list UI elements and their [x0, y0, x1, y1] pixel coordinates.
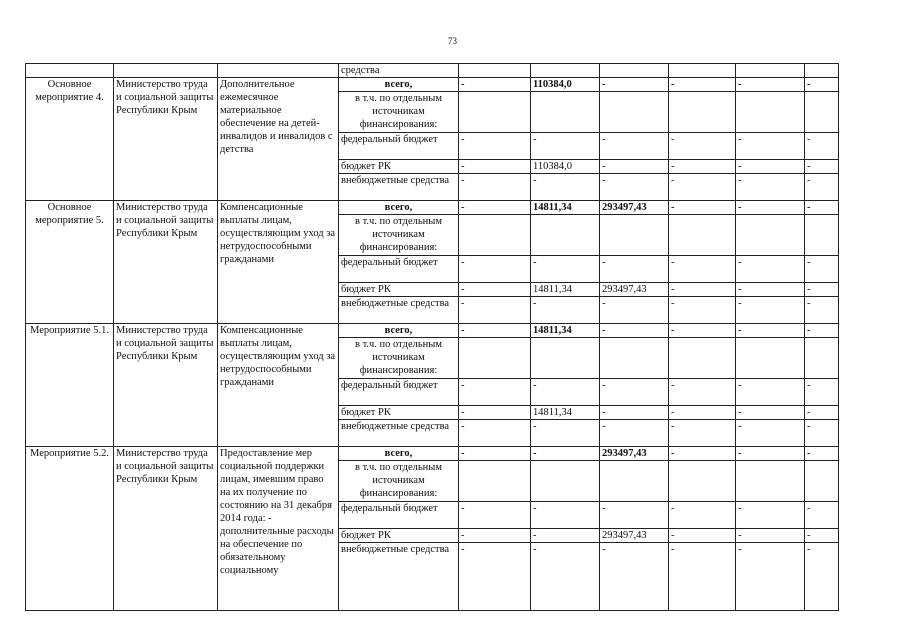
funding-source: всего,	[339, 201, 459, 215]
value-cell: -	[669, 201, 736, 215]
value-cell: -	[736, 324, 805, 338]
value-cell: -	[459, 379, 531, 406]
value-cell: 14811,34	[531, 324, 600, 338]
value-cell: -	[736, 297, 805, 324]
measure-description: Компенсационные выплаты лицам, осуществляющим уход за нетрудоспособными гражданами	[218, 324, 339, 447]
value-cell: 110384,0	[531, 78, 600, 92]
value-cell: -	[600, 160, 669, 174]
measure-description: Компенсационные выплаты лицам, осуществляющим уход за нетрудоспособными гражданами	[218, 201, 339, 324]
value-cell: -	[459, 256, 531, 283]
value-cell: 293497,43	[600, 529, 669, 543]
value-cell: -	[805, 447, 839, 461]
value-cell: -	[459, 406, 531, 420]
value-cell	[600, 338, 669, 379]
value-cell: -	[459, 201, 531, 215]
value-cell	[669, 92, 736, 133]
measure-description: Дополнительное ежемесячное материальное обеспечение на детей-инвалидов и инвалидов с детства	[218, 78, 339, 201]
value-cell: -	[736, 420, 805, 447]
funding-source: внебюджетные средства	[339, 174, 459, 201]
funding-source: всего,	[339, 324, 459, 338]
value-cell	[736, 338, 805, 379]
value-cell: -	[459, 502, 531, 529]
value-cell	[531, 92, 600, 133]
value-cell: -	[669, 529, 736, 543]
value-cell: -	[459, 529, 531, 543]
measure-name: Основное мероприятие 5.	[26, 201, 114, 324]
value-cell: -	[459, 283, 531, 297]
value-cell: -	[736, 160, 805, 174]
funding-source: бюджет РК	[339, 160, 459, 174]
budget-table	[25, 63, 839, 611]
value-cell	[736, 461, 805, 502]
value-cell	[531, 461, 600, 502]
value-cell: -	[736, 379, 805, 406]
value-cell: -	[459, 447, 531, 461]
value-cell: 293497,43	[600, 447, 669, 461]
funding-source: в т.ч. по отдельным источникам финансирования:	[339, 461, 459, 502]
value-cell: -	[600, 406, 669, 420]
value-cell: -	[600, 420, 669, 447]
executor-name: Министерство труда и социальной защиты Республики Крым	[114, 447, 218, 611]
value-cell: -	[805, 256, 839, 283]
funding-source: бюджет РК	[339, 406, 459, 420]
value-cell: -	[459, 174, 531, 201]
value-cell: -	[805, 543, 839, 611]
value-cell: -	[736, 133, 805, 160]
value-cell: -	[531, 447, 600, 461]
measure-name: Основное мероприятие 4.	[26, 78, 114, 201]
funding-source: в т.ч. по отдельным источникам финансирования:	[339, 215, 459, 256]
value-cell: -	[600, 502, 669, 529]
value-cell: -	[531, 174, 600, 201]
value-cell	[805, 461, 839, 502]
funding-source: внебюджетные средства	[339, 297, 459, 324]
value-cell: -	[459, 324, 531, 338]
executor-name: Министерство труда и социальной защиты Республики Крым	[114, 324, 218, 447]
value-cell: -	[736, 543, 805, 611]
value-cell: -	[531, 297, 600, 324]
executor-name: Министерство труда и социальной защиты Республики Крым	[114, 78, 218, 201]
value-cell: -	[459, 133, 531, 160]
value-cell: 293497,43	[600, 283, 669, 297]
value-cell: -	[531, 543, 600, 611]
value-cell: 14811,34	[531, 283, 600, 297]
value-cell: -	[459, 420, 531, 447]
value-cell: -	[805, 420, 839, 447]
funding-source: федеральный бюджет	[339, 133, 459, 160]
value-cell	[669, 215, 736, 256]
value-cell: -	[669, 502, 736, 529]
value-cell	[600, 92, 669, 133]
funding-source: бюджет РК	[339, 283, 459, 297]
table-row-continuation	[26, 64, 839, 78]
value-cell: -	[736, 78, 805, 92]
value-cell: -	[805, 174, 839, 201]
value-cell: -	[531, 379, 600, 406]
value-cell	[531, 215, 600, 256]
value-cell: -	[669, 447, 736, 461]
page-number: 73	[448, 36, 457, 46]
funding-source: внебюджетные средства	[339, 420, 459, 447]
source-label: средства	[339, 64, 459, 78]
funding-source: всего,	[339, 447, 459, 461]
value-cell: -	[600, 324, 669, 338]
value-cell: -	[600, 379, 669, 406]
value-cell	[600, 461, 669, 502]
value-cell: -	[736, 406, 805, 420]
value-cell: -	[736, 502, 805, 529]
funding-source: федеральный бюджет	[339, 256, 459, 283]
value-cell: -	[459, 160, 531, 174]
value-cell: -	[600, 174, 669, 201]
value-cell: -	[805, 160, 839, 174]
value-cell: -	[669, 256, 736, 283]
value-cell	[805, 338, 839, 379]
value-cell	[736, 215, 805, 256]
value-cell: -	[531, 502, 600, 529]
value-cell: -	[805, 406, 839, 420]
value-cell	[459, 215, 531, 256]
value-cell: 14811,34	[531, 201, 600, 215]
value-cell	[669, 338, 736, 379]
value-cell: -	[669, 133, 736, 160]
value-cell	[736, 92, 805, 133]
measure-name: Мероприятие 5.1.	[26, 324, 114, 447]
value-cell: -	[669, 283, 736, 297]
funding-source: в т.ч. по отдельным источникам финансирования:	[339, 92, 459, 133]
value-cell: -	[805, 78, 839, 92]
value-cell	[805, 92, 839, 133]
funding-source: всего,	[339, 78, 459, 92]
value-cell	[531, 338, 600, 379]
value-cell: 110384,0	[531, 160, 600, 174]
value-cell	[600, 215, 669, 256]
measure-name: Мероприятие 5.2.	[26, 447, 114, 611]
value-cell: -	[669, 379, 736, 406]
value-cell: -	[600, 256, 669, 283]
value-cell: -	[459, 78, 531, 92]
value-cell: -	[736, 201, 805, 215]
value-cell: -	[736, 447, 805, 461]
value-cell	[459, 92, 531, 133]
value-cell: -	[531, 420, 600, 447]
value-cell: -	[805, 133, 839, 160]
value-cell: -	[531, 256, 600, 283]
value-cell: -	[459, 297, 531, 324]
value-cell: -	[669, 420, 736, 447]
value-cell: -	[805, 324, 839, 338]
value-cell: -	[459, 543, 531, 611]
funding-source: федеральный бюджет	[339, 502, 459, 529]
value-cell: -	[805, 297, 839, 324]
funding-source: бюджет РК	[339, 529, 459, 543]
value-cell: -	[600, 133, 669, 160]
value-cell: -	[600, 297, 669, 324]
funding-source: внебюджетные средства	[339, 543, 459, 611]
value-cell	[805, 215, 839, 256]
value-cell: -	[805, 379, 839, 406]
value-cell: -	[805, 201, 839, 215]
executor-name: Министерство труда и социальной защиты Республики Крым	[114, 201, 218, 324]
value-cell: -	[669, 78, 736, 92]
value-cell: -	[600, 543, 669, 611]
value-cell	[669, 461, 736, 502]
table-row	[26, 78, 839, 92]
value-cell: -	[669, 160, 736, 174]
value-cell: -	[669, 174, 736, 201]
value-cell: -	[736, 283, 805, 297]
funding-source: федеральный бюджет	[339, 379, 459, 406]
value-cell: -	[736, 256, 805, 283]
measure-description: Предоставление мер социальной поддержки лицам, имевшим право на их получение по состоянию на 31 декабря 2014 года: - дополнительные расходы на обеспечение по обязательному социальному	[218, 447, 339, 611]
value-cell: -	[669, 406, 736, 420]
table-row	[26, 324, 839, 338]
value-cell: -	[669, 543, 736, 611]
value-cell: 14811,34	[531, 406, 600, 420]
value-cell	[459, 338, 531, 379]
value-cell: -	[805, 283, 839, 297]
value-cell: 293497,43	[600, 201, 669, 215]
value-cell: -	[600, 78, 669, 92]
value-cell: -	[805, 529, 839, 543]
value-cell: -	[736, 529, 805, 543]
table-row	[26, 201, 839, 215]
value-cell	[459, 461, 531, 502]
value-cell: -	[531, 529, 600, 543]
value-cell: -	[669, 324, 736, 338]
funding-source: в т.ч. по отдельным источникам финансирования:	[339, 338, 459, 379]
value-cell: -	[531, 133, 600, 160]
value-cell: -	[669, 297, 736, 324]
table-row	[26, 447, 839, 461]
value-cell: -	[736, 174, 805, 201]
value-cell: -	[805, 502, 839, 529]
